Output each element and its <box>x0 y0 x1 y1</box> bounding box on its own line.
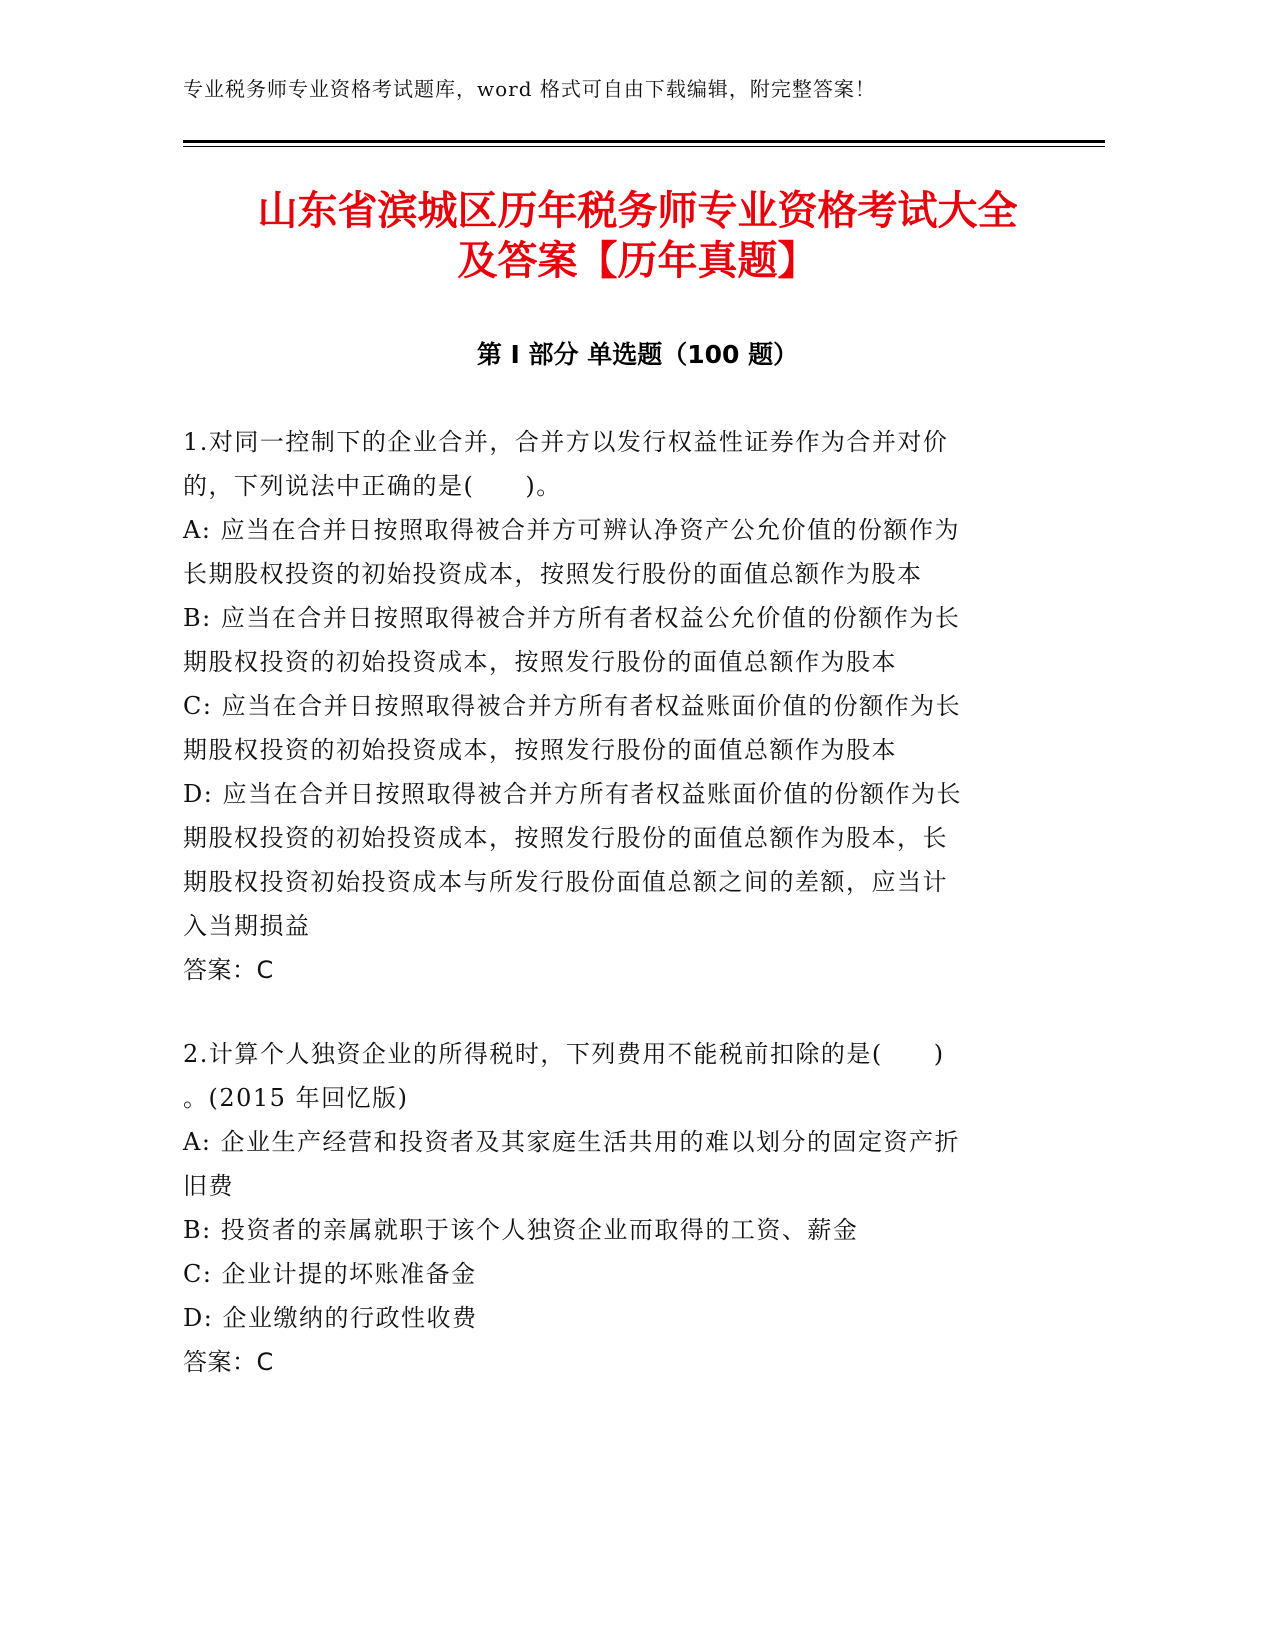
question-stem-line: 2.计算个人独资企业的所得税时，下列费用不能税前扣除的是( ) <box>183 1040 945 1068</box>
answer-label: 答案：C <box>183 956 274 984</box>
option-a-line: 长期股权投资的初始投资成本，按照发行股份的面值总额作为股本 <box>183 560 923 588</box>
option-d-line: D: 应当在合并日按照取得被合并方所有者权益账面价值的份额作为长 <box>183 780 962 808</box>
option-b-line: B: 投资者的亲属就职于该个人独资企业而取得的工资、薪金 <box>183 1216 859 1244</box>
document-title <box>150 186 1125 286</box>
document-title-line-2: 及答案【历年真题】 <box>457 238 818 284</box>
header-rule-thin <box>183 146 1105 147</box>
option-c-line: C: 企业计提的坏账准备金 <box>183 1260 477 1288</box>
option-a-line: 旧费 <box>183 1172 234 1200</box>
section-heading: 第 I 部分 单选题（100 题） <box>476 340 799 369</box>
question-stem-line: 的，下列说法中正确的是( )。 <box>183 472 562 500</box>
header-rule-thick <box>183 140 1105 143</box>
option-c-line: 期股权投资的初始投资成本，按照发行股份的面值总额作为股本 <box>183 736 897 764</box>
question-stem-line: 。(2015 年回忆版) <box>183 1084 409 1112</box>
option-a-line: A: 应当在合并日按照取得被合并方可辨认净资产公允价值的份额作为 <box>183 516 961 544</box>
option-a-line: A: 企业生产经营和投资者及其家庭生活共用的难以划分的固定资产折 <box>183 1128 961 1156</box>
option-b-line: 期股权投资的初始投资成本，按照发行股份的面值总额作为股本 <box>183 648 897 676</box>
question-2 <box>183 1032 1033 1384</box>
option-b-line: B: 应当在合并日按照取得被合并方所有者权益公允价值的份额作为长 <box>183 604 961 632</box>
option-d-line: 期股权投资的初始投资成本，按照发行股份的面值总额作为股本，长 <box>183 824 948 852</box>
header-note: 专业税务师专业资格考试题库，word 格式可自由下载编辑，附完整答案！ <box>183 77 876 101</box>
question-stem-line: 1.对同一控制下的企业合并，合并方以发行权益性证券作为合并对价 <box>183 428 949 456</box>
option-d-line: 入当期损益 <box>183 912 311 940</box>
option-d-line: 期股权投资初始投资成本与所发行股份面值总额之间的差额，应当计 <box>183 868 948 896</box>
option-d-line: D: 企业缴纳的行政性收费 <box>183 1304 478 1332</box>
question-1 <box>183 420 1033 992</box>
document-title-line-1: 山东省滨城区历年税务师专业资格考试大全 <box>257 188 1018 234</box>
answer-label: 答案：C <box>183 1348 274 1376</box>
option-c-line: C: 应当在合并日按照取得被合并方所有者权益账面价值的份额作为长 <box>183 692 962 720</box>
